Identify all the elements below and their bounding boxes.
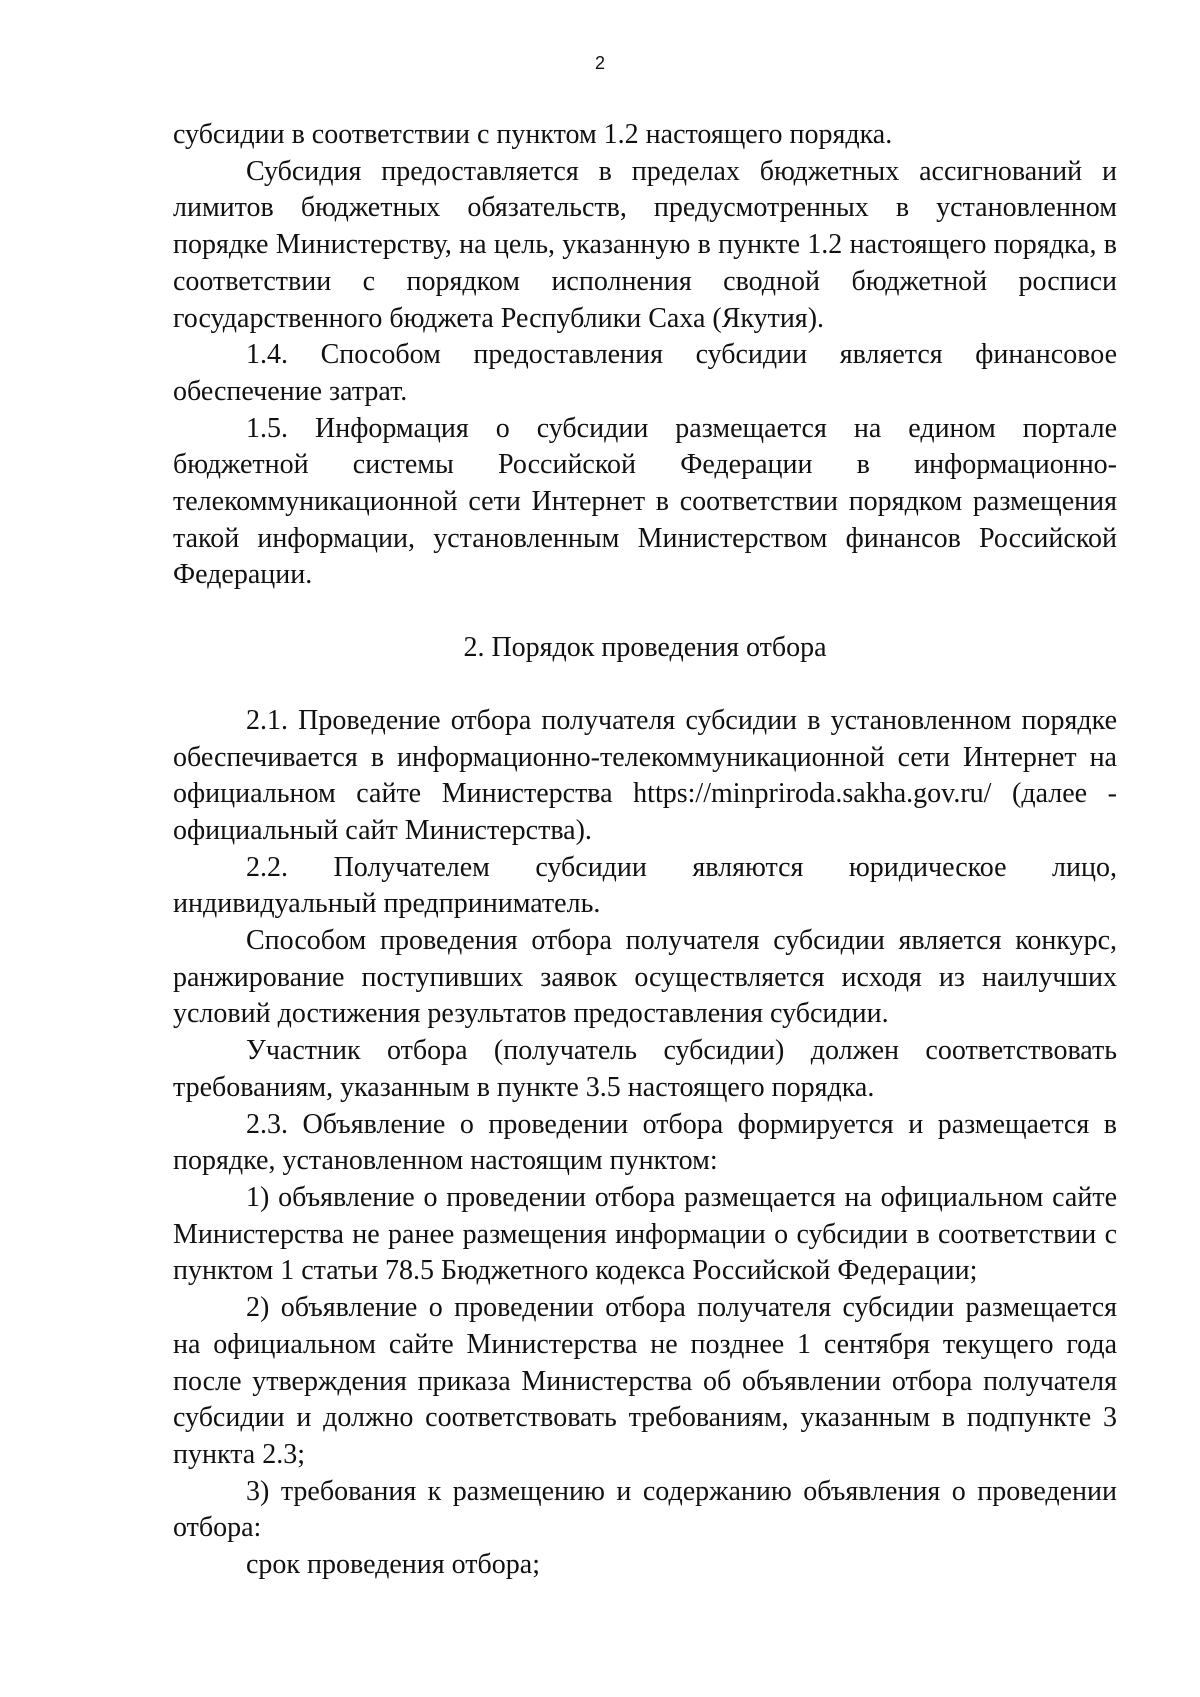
paragraph-2-3: 2.3. Объявление о проведении отбора формируется и размещается в порядке, установленном настоящим пунктом: <box>173 1108 1117 1177</box>
paragraph-subsidy-limits: Субсидия предоставляется в пределах бюджетных ассигнований и лимитов бюджетных обязательств, предусмотренных в установленном порядке Министерству, на цель, указанную в пункте 1.2 настоящего порядка, в соответствии с порядком исполнения сводной бюджетной росписи государственного бюджета Республики Саха (Якутия). <box>173 155 1117 334</box>
document-body <box>173 117 1117 1584</box>
page-number: 2 <box>594 53 605 73</box>
paragraph-2-2: 2.2. Получателем субсидии являются юридическое лицо, индивидуальный предприниматель. <box>173 851 1117 920</box>
section-heading: 2. Порядок проведения отбора <box>463 632 827 664</box>
paragraph-continuation: субсидии в соответствии с пунктом 1.2 настоящего порядка. <box>173 119 893 150</box>
paragraph-selection-period: срок проведения отбора; <box>246 1549 540 1581</box>
paragraph-participant-requirements: Участник отбора (получатель субсидии) должен соответствовать требованиям, указанным в пункте 3.5 настоящего порядка. <box>173 1035 1117 1103</box>
paragraph-1-4: 1.4. Способом предоставления субсидии является финансовое обеспечение затрат. <box>173 339 1117 407</box>
paragraph-2-3-item-2: 2) объявление о проведении отбора получателя субсидии размещается на официальном сайте Министерства не позднее 1 сентября текущего года после утверждения приказа Министерства об объявлении отбора получателя субсидии и должно соответствовать требованиям, указанным в подпункте 3 пункта 2.3; <box>173 1292 1117 1470</box>
paragraph-selection-method: Способом проведения отбора получателя субсидии является конкурс, ранжирование поступивших заявок осуществляется исходя из наилучших условий достижения результатов предоставления субсидии. <box>173 925 1117 1030</box>
paragraph-2-3-item-3: 3) требования к размещению и содержанию объявления о проведении отбора: <box>173 1475 1117 1544</box>
paragraph-1-5: 1.5. Информация о субсидии размещается на едином портале бюджетной системы Российской Федерации в информационно-телекоммуникационной сети Интернет в соответствии порядком размещения такой информации, установленным Министерством финансов Российской Федерации. <box>173 412 1117 591</box>
paragraph-2-3-item-1: 1) объявление о проведении отбора размещается на официальном сайте Министерства не ранее размещения информации о субсидии в соответствии с пунктом 1 статьи 78.5 Бюджетного кодекса Российской Федерации; <box>173 1181 1117 1287</box>
paragraph-2-1: 2.1. Проведение отбора получателя субсидии в установленном порядке обеспечивается в информационно-телекоммуникационной сети Интернет на официальном сайте Министерства https://minpriroda.sakha.gov.ru/ (далее - официальный сайт Министерства). <box>173 704 1117 846</box>
